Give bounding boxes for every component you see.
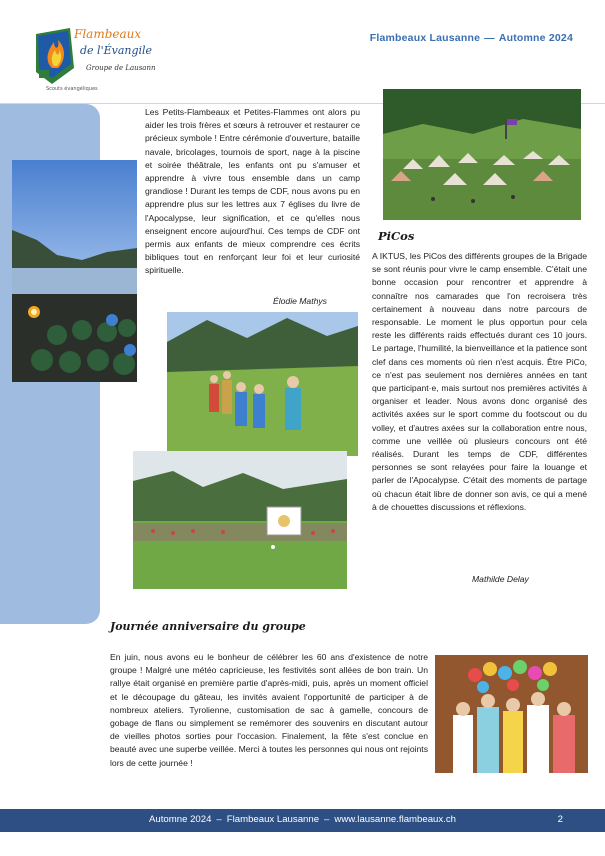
picos-title: PiCos <box>378 229 415 243</box>
photo-camp-tents <box>383 89 581 220</box>
footer-separator-2: – <box>324 814 330 825</box>
article-picos-author: Mathilde Delay <box>472 574 529 584</box>
header-issue-line <box>370 32 573 44</box>
svg-text:Scouts évangéliques: Scouts évangéliques <box>46 86 98 92</box>
svg-text:Flambeaux: Flambeaux <box>74 27 142 41</box>
article-cdf-author: Élodie Mathys <box>273 296 327 306</box>
page-footer <box>0 809 605 832</box>
footer-line <box>0 814 605 825</box>
photo-anniversary-party <box>435 655 588 773</box>
footer-issue: Automne 2024 <box>149 814 212 825</box>
footer-website-link[interactable]: www.lausanne.flambeaux.ch <box>334 814 456 825</box>
footer-separator: – <box>216 814 222 825</box>
svg-text:Groupe de Lausanne: Groupe de Lausanne <box>86 64 155 72</box>
photo-lake-campfire <box>12 160 137 382</box>
svg-text:de l'Évangile: de l'Évangile <box>80 44 153 57</box>
footer-publication: Flambeaux Lausanne <box>226 814 320 825</box>
flambeaux-logo <box>30 24 155 94</box>
page-number: 2 <box>557 814 563 825</box>
article-cdf-body: Les Petits-Flambeaux et Petites-Flammes ont alors pu aider les trois frères et sœurs à retrouver et restaurer ce précieux symbole ! Entre cérémonie d'ouverture, bataille navale, bricolages, tournois de sport, nage à la piscine et soirée théâtrale, les enfants ont pu s'amuser et apprendre à vivre tous ensemble dans un camp grandiose ! Durant les temps de CDF, nous avons pu en apprendre plus sur les lettres aux 7 églises du livre de l'Apocalypse, leur signification, et ce qu'elles nous enseignent encore aujourd'hui. Ces temps de CDF ont permis aux enfants de mieux comprendre ces écrits bibliques tout en renforçant leur foi et leur curiosité spirituelle. <box>145 107 360 276</box>
photo-group-meadow <box>167 312 358 456</box>
photo-field-gathering <box>133 451 347 589</box>
header-publication: Flambeaux Lausanne <box>369 32 481 44</box>
article-journee-body: En juin, nous avons eu le bonheur de célébrer les 60 ans d'existence de notre groupe ! Malgré une météo capricieuse, les festivités sont allées de bon train. Un rallye était organisé en première partie d'après-midi, puis, après un moment officiel et le découpage du gâteau, les invités avaient l'opportunité de participer à de nombreux ateliers. Tyrolienne, customisation de sac à gamelle, concours de gobage de flans ou simplement se remémorer des souvenirs en discutant autour de vieilles photos sorties pour l'occasion. Finalement, la fête s'est conclue en beauté avec une superbe veillée. Merci à toutes les personnes qui nous ont rejoints lors de cette journée ! <box>110 652 428 768</box>
article-picos-body: A IKTUS, les PiCos des différents groupes de la Brigade se sont réunis pour vivre le camp ensemble. C'était une bonne occasion pour rencontrer et apprendre à connaître nos camarades que l'on recroisera très certainement à nouveau dans notre parcours de responsable. Le moment le plus opportun pour cela reste les différents raids effectués durant ces 10 jours. Le partage, l'humilité, la bienveillance et la patience sont clef dans ces moments où rien n'est acquis. Être PiCo, ce n'est pas seulement nos dernières années en tant que participant·e, mais surtout nos premières activités à organiser et leader. Nous avons donc organisé des activités axées sur le sport comme du footscout ou du volley, et d'autres axées sur la collaboration entre nous, comme une veillée où plusieurs concours ont été réalisés. Durant les temps de CDF, différentes personnes se sont relayées pour faire la louange et parler de l'Apocalypse. C'était des moments de partage où chacun était libre de donner son avis, ce qui a mené à de chouettes discussions et réflexions. <box>372 251 587 512</box>
header-issue: Automne 2024 <box>498 32 573 44</box>
header-separator: — <box>484 32 495 44</box>
journee-title: Journée anniversaire du groupe <box>110 620 306 633</box>
flame-logo-icon <box>30 24 155 94</box>
